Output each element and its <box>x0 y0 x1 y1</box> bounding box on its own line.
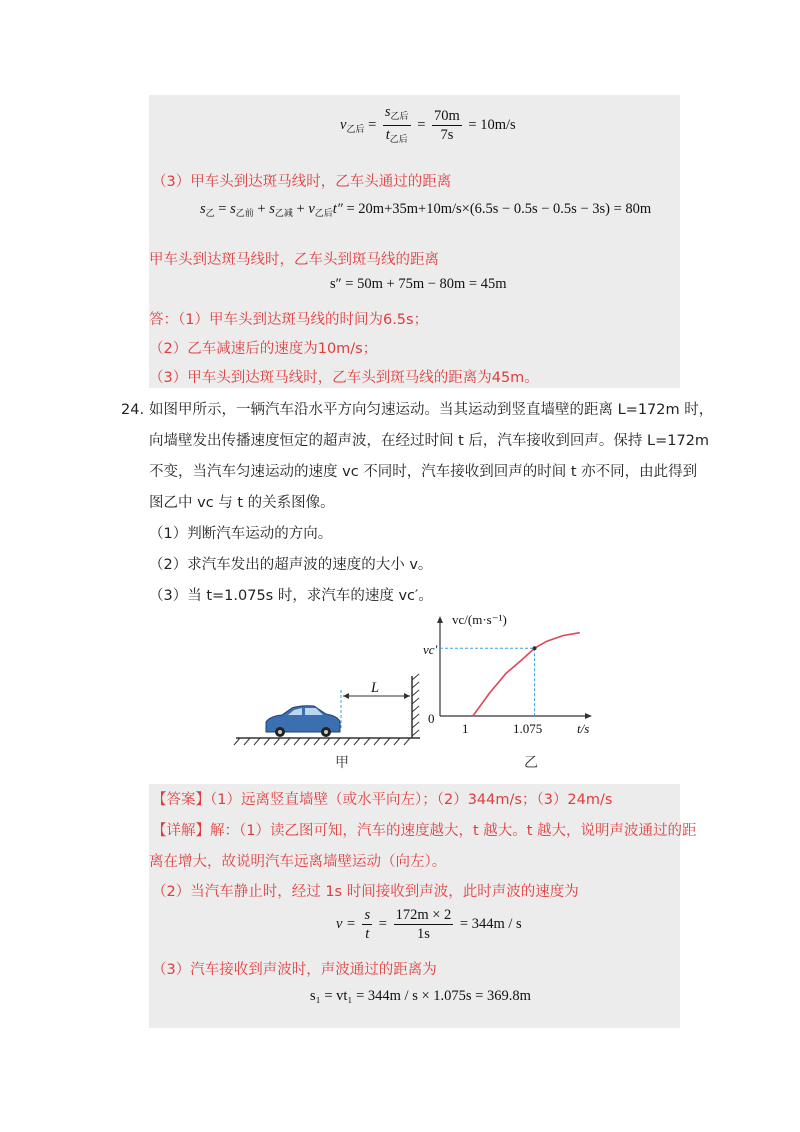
detail-step-3: （3）汽车接收到声波时，声波通过的距离为 <box>152 962 437 978</box>
equation-remaining-distance: s″ = 50m + 75m − 80m = 45m <box>330 276 507 292</box>
answer-tag: 【答案】 <box>152 792 210 808</box>
step3-label: （3）甲车头到达斑马线时，乙车头通过的距离 <box>152 174 452 190</box>
marked-point <box>533 646 537 650</box>
answer-line-3: （3）甲车头到达斑马线时，乙车头到斑马线的距离为45m。 <box>149 370 539 386</box>
question-line-4: 图乙中 vc 与 t 的关系图像。 <box>149 495 335 511</box>
distance-L-label: L <box>371 680 380 696</box>
sub-question-3: （3）当 t=1.075s 时，求汽车的速度 vc′。 <box>149 588 433 604</box>
answer-line <box>152 790 612 810</box>
sub-question-2: （2）求汽车发出的超声波的速度的大小 v。 <box>149 557 433 573</box>
equation-sound-speed: v = $\frac{s}{t}$ = $\frac{172m \times 2}{1s}$ = 344m / s <box>336 907 522 942</box>
y-axis-label: vc/(m·s⁻¹) <box>452 612 507 627</box>
equation-speed-after: $v_{乙后}$ = $\frac{s_{乙后}}{t_{乙后}}$ = $\frac{70m}{7s}$ = 10m/s <box>340 104 516 144</box>
question-line-3: 不变，当汽车匀速运动的速度 vc 不同时，汽车接收到回声的时间 t 亦不同，由此得到 <box>149 464 698 480</box>
answer-line-2: （2）乙车减速后的速度为10m/s； <box>149 341 378 357</box>
detail-tag: 【详解】 <box>152 823 210 839</box>
detail-text-1: 解：（1）读乙图可知，汽车的速度越大，t 越大。t 越大，说明声波通过的距 <box>210 823 697 839</box>
figure-right-caption: 乙 <box>524 755 538 771</box>
figure-car-wall <box>230 670 430 750</box>
x-tick-1075-label: 1.075 <box>513 721 543 736</box>
car-icon <box>266 706 340 737</box>
question-line-1: 如图甲所示，一辆汽车沿水平方向匀速运动。当其运动到竖直墙壁的距离 L=172m 时， <box>149 402 714 418</box>
figure-vc-t-graph <box>430 612 610 732</box>
detail-line-1 <box>152 821 697 841</box>
answer-text: （1）远离竖直墙壁（或水平向左）；（2）344m/s；（3）24m/s <box>210 792 613 808</box>
vc-t-curve <box>473 633 580 716</box>
question-number: 24. <box>121 402 145 418</box>
detail-step-2: （2）当汽车静止时，经过 1s 时间接收到声波，此时声波的速度为 <box>152 884 579 900</box>
x-tick-1-label: 1 <box>462 721 469 736</box>
figure-left-caption: 甲 <box>335 755 349 771</box>
vc-prime-label: vc′ <box>423 642 438 657</box>
step3b-label: 甲车头到达斑马线时，乙车头到斑马线的距离 <box>149 252 439 268</box>
detail-line-2: 离在增大，故说明汽车远离墙壁运动（向左）。 <box>149 854 447 870</box>
equation-sound-distance: s₁ = vt₁ = 344m / s × 1.075s = 369.8m <box>310 988 531 1004</box>
x-axis-label: t/s <box>577 721 590 736</box>
equation-distance-b: $s_乙 = s_{乙前} + s_{乙减} + v_{乙后}t'' = 20m+35m+10m/s\times(6.5s - 0.5s - 0.5s - 3s) = 80m$ <box>200 201 652 218</box>
question-line-2: 向墙壁发出传播速度恒定的超声波，在经过时间 t 后，汽车接收到回声。保持 L=172m <box>149 433 710 449</box>
answer-prefix-line: 答：（1）甲车头到达斑马线的时间为6.5s； <box>149 312 429 328</box>
sub-question-1: （1）判断汽车运动的方向。 <box>149 526 333 542</box>
origin-label: 0 <box>428 711 435 726</box>
